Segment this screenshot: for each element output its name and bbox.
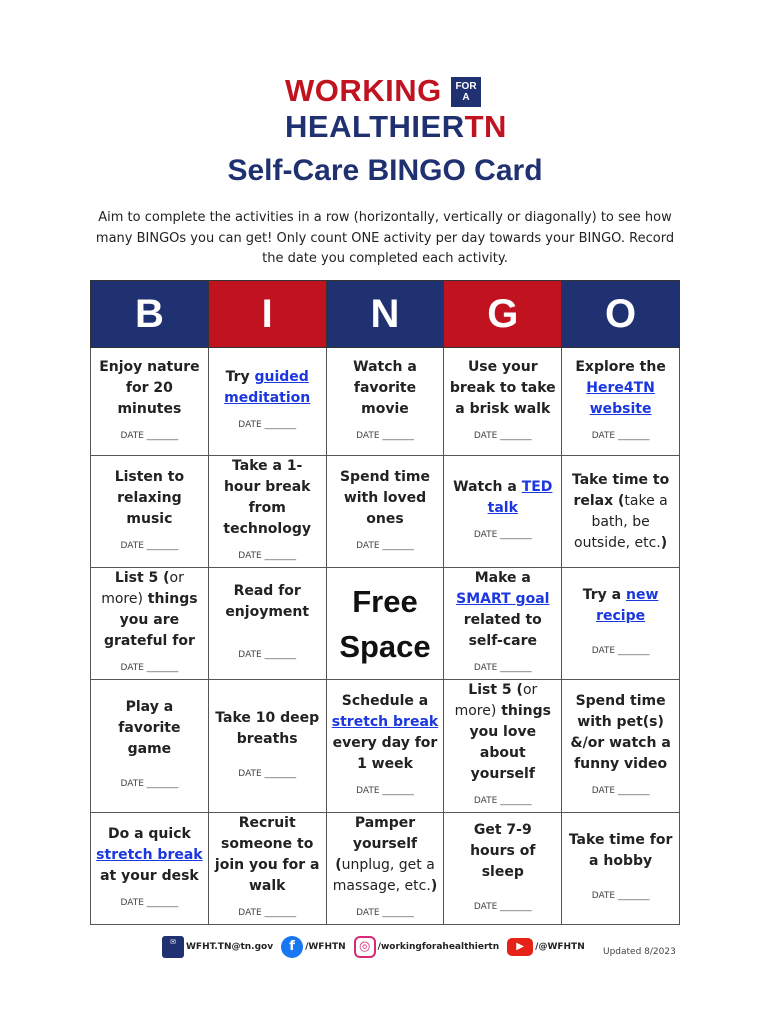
cell-text: Spend time with pet(s) &/or watch a funny video — [570, 692, 671, 772]
cell-text: Play a favorite game — [118, 699, 181, 757]
cell-text: List 5 ( — [114, 570, 170, 586]
updated-date: Updated 8/2023 — [603, 947, 676, 957]
bingo-cell — [444, 680, 562, 813]
date-line: DATE _______ — [473, 663, 532, 673]
ted-talk-link[interactable]: TED talk — [487, 479, 553, 516]
logo-line1: WORKING — [285, 73, 442, 108]
date-line: DATE _______ — [120, 540, 179, 551]
date-line: DATE _______ — [591, 891, 650, 901]
cell-text: things you love about yourself — [469, 703, 551, 782]
cell-text: Schedule a — [341, 692, 429, 709]
smart-goal-link[interactable]: SMART goal — [456, 591, 550, 607]
footer-instagram[interactable] — [354, 936, 499, 958]
footer — [162, 935, 593, 959]
date-line: DATE _______ — [120, 663, 179, 673]
bingo-cell — [562, 456, 680, 568]
footer-facebook-text: /WFHTN — [305, 942, 346, 952]
cell-text: Use your break to take a brisk walk — [449, 358, 556, 417]
header-n: N — [326, 281, 444, 348]
date-line: DATE _______ — [120, 779, 179, 789]
footer-youtube[interactable] — [507, 938, 585, 956]
bingo-cell — [326, 456, 444, 568]
date-line: DATE _______ — [473, 430, 532, 441]
date-line: DATE _______ — [591, 646, 650, 656]
date-line: DATE _______ — [473, 901, 532, 912]
cell-text: ) — [430, 878, 438, 894]
logo-for-a-box — [451, 77, 481, 107]
date-line: DATE _______ — [356, 908, 414, 918]
free-space-cell — [326, 568, 444, 680]
cell-text: Take a 1-hour break from technology — [223, 458, 311, 537]
logo — [0, 74, 770, 150]
footer-email[interactable] — [162, 936, 273, 958]
cell-text: Listen to relaxing music — [114, 468, 185, 527]
logo-line2 — [285, 110, 507, 144]
footer-instagram-text: /workingforahealthiertn — [377, 942, 500, 952]
facebook-icon: f — [281, 936, 303, 958]
cell-text: every day for 1 week — [332, 734, 438, 772]
date-line: DATE _______ — [238, 551, 297, 561]
date-line: DATE _______ — [473, 796, 532, 806]
bingo-cell — [562, 568, 680, 680]
logo-box-bottom: A — [462, 92, 470, 103]
date-line: DATE _______ — [238, 908, 297, 918]
cell-text: Explore the — [575, 358, 666, 375]
date-line: DATE _______ — [120, 897, 179, 908]
bingo-row-4 — [91, 680, 680, 813]
cell-text: Read for enjoyment — [225, 583, 310, 620]
logo-tn: TN — [464, 109, 507, 144]
cell-text: Watch a favorite movie — [353, 358, 417, 417]
bingo-row-2 — [91, 456, 680, 568]
bingo-cell — [562, 813, 680, 925]
bingo-cell — [91, 680, 209, 813]
footer-email-text: WFHT.TN@tn.gov — [186, 942, 274, 952]
cell-text: related to self-care — [463, 612, 542, 649]
logo-healthier: HEALTHIER — [285, 109, 465, 144]
date-line: DATE _______ — [120, 430, 179, 441]
date-line: DATE _______ — [238, 650, 297, 660]
date-line: DATE _______ — [356, 785, 414, 796]
date-line: DATE _______ — [591, 430, 650, 441]
bingo-cell — [208, 348, 326, 456]
page-title: Self-Care BINGO Card — [227, 154, 543, 187]
logo-box-top: FOR — [455, 81, 477, 92]
date-line: DATE _______ — [591, 785, 650, 796]
cell-text: at your desk — [100, 867, 199, 884]
cell-text: Watch a — [453, 479, 522, 495]
bingo-cell — [91, 348, 209, 456]
free-line: Free — [352, 583, 418, 619]
cell-text-light: or more) — [101, 570, 184, 607]
date-line: DATE _______ — [473, 530, 532, 540]
cell-text: Take time for a hobby — [568, 832, 673, 869]
header-b: B — [91, 281, 209, 348]
intro-text: Aim to complete the activities in a row (horizontally, vertically or diagonally) to see how many BINGOs you can get! Only count ONE activity per day towards your BINGO. Record the date you completed each activity. — [95, 210, 675, 266]
cell-text: Enjoy nature for 20 minutes — [99, 358, 200, 417]
bingo-cell — [208, 456, 326, 568]
instagram-icon: ◎ — [354, 936, 376, 958]
bingo-cell — [444, 456, 562, 568]
envelope-icon: ✉ — [162, 936, 184, 958]
bingo-cell — [208, 568, 326, 680]
cell-text: Make a — [474, 570, 531, 586]
new-recipe-link[interactable]: new recipe — [596, 587, 659, 624]
cell-text: Take time to relax ( — [571, 471, 670, 509]
bingo-cell — [208, 813, 326, 925]
bingo-cell — [562, 348, 680, 456]
date-line: DATE _______ — [238, 768, 297, 779]
stretch-break-link[interactable]: stretch break — [331, 713, 439, 730]
bingo-cell — [444, 568, 562, 680]
cell-text-light: take a bath, be outside, etc. — [574, 492, 668, 551]
cell-text: Take 10 deep breaths — [215, 709, 320, 747]
bingo-cell — [444, 813, 562, 925]
bingo-cell — [444, 348, 562, 456]
bingo-header-row — [91, 281, 680, 348]
header-o: O — [562, 281, 680, 348]
cell-text-light: unplug, get a massage, etc. — [332, 857, 435, 894]
cell-text: ) — [660, 534, 668, 551]
cell-text: Try a — [582, 587, 627, 603]
bingo-row-5 — [91, 813, 680, 925]
bingo-cell — [326, 813, 444, 925]
bingo-row-1 — [91, 348, 680, 456]
header-g: G — [444, 281, 562, 348]
cell-text: things you are grateful for — [103, 591, 198, 649]
cell-text: Do a quick — [107, 825, 191, 842]
cell-text: Recruit someone to join you for a walk — [214, 815, 320, 894]
date-line: DATE _______ — [356, 430, 414, 441]
cell-text: List 5 ( — [468, 682, 523, 698]
footer-facebook[interactable] — [281, 936, 346, 958]
space-line: Space — [339, 628, 431, 664]
guided-meditation-link[interactable]: guided meditation — [224, 369, 311, 406]
bingo-cell — [208, 680, 326, 813]
cell-text-light: or more) — [454, 682, 538, 719]
footer-youtube-text: /@WFHTN — [535, 942, 585, 952]
stretch-break-desk-link[interactable]: stretch break — [96, 846, 203, 863]
youtube-icon: ▶ — [507, 938, 533, 956]
bingo-cell — [326, 680, 444, 813]
bingo-cell — [91, 568, 209, 680]
bingo-cell — [562, 680, 680, 813]
bingo-cell — [91, 456, 209, 568]
here4tn-website-link[interactable]: Here4TN website — [586, 379, 655, 417]
date-line: DATE _______ — [238, 420, 297, 430]
cell-text: Try — [225, 369, 255, 385]
date-line: DATE _______ — [356, 540, 414, 551]
bingo-cell — [91, 813, 209, 925]
bingo-cell — [326, 348, 444, 456]
cell-text: Get 7-9 hours of sleep — [470, 821, 536, 880]
bingo-grid — [90, 280, 680, 925]
header-i: I — [208, 281, 326, 348]
cell-text: Pamper yourself ( — [335, 815, 418, 873]
cell-text: Spend time with loved ones — [339, 468, 431, 527]
bingo-row-3 — [91, 568, 680, 680]
